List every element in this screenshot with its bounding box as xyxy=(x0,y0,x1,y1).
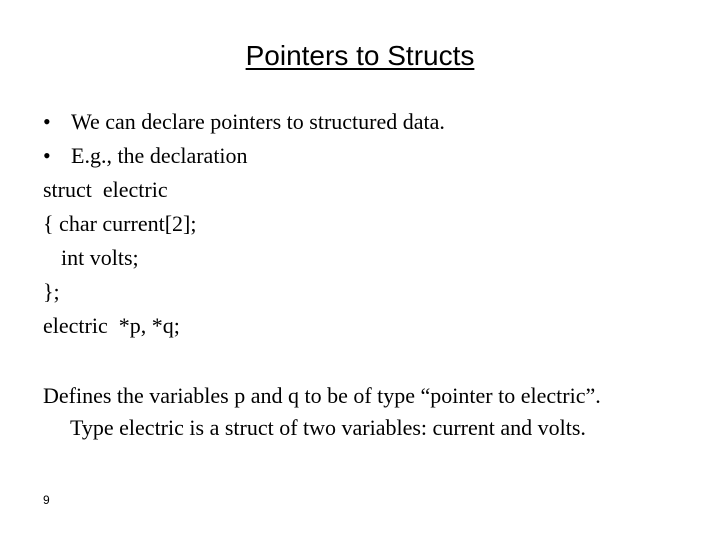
code-line: { char current[2]; xyxy=(43,211,197,236)
slide-title: Pointers to Structs xyxy=(245,40,475,71)
bullet-item xyxy=(43,105,693,139)
slide-body xyxy=(43,105,693,343)
bullet-icon: • xyxy=(43,143,51,168)
bullet-text: We can declare pointers to structured data. xyxy=(71,109,445,134)
code-line: int volts; xyxy=(61,245,139,270)
bullet-icon: • xyxy=(43,109,51,134)
code-line: }; xyxy=(43,279,60,304)
bullet-text: E.g., the declaration xyxy=(71,143,248,168)
paragraph-line: Defines the variables p and q to be of type “pointer to electric”. xyxy=(43,383,601,408)
bullet-item xyxy=(43,139,693,173)
code-line: struct electric xyxy=(43,177,168,202)
code-line: electric *p, *q; xyxy=(43,313,180,338)
description-paragraph xyxy=(43,380,703,444)
page-number: 9 xyxy=(43,493,50,507)
paragraph-line: Type electric is a struct of two variables: current and volts. xyxy=(70,415,586,440)
